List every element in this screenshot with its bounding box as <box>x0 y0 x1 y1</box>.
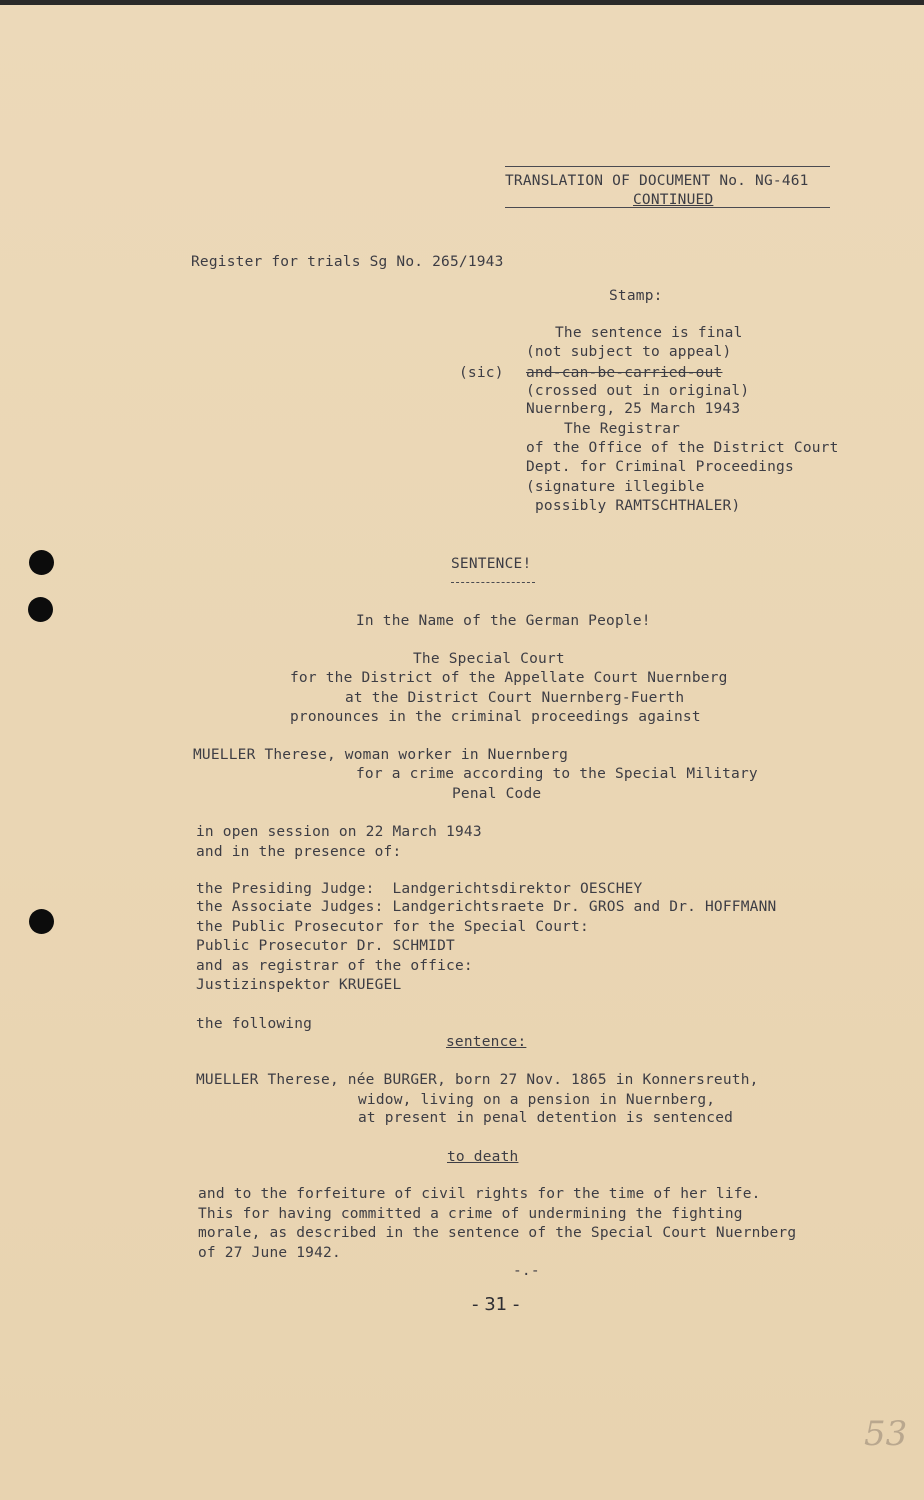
stamp-line: possibly RAMTSCHTHALER) <box>535 498 741 514</box>
closing-line: This for having committed a crime of undermining the fighting <box>198 1206 743 1222</box>
scan-edge <box>0 0 924 5</box>
sic-note: (sic) <box>459 365 504 381</box>
stamp-line: (crossed out in original) <box>526 383 750 399</box>
stamp-line: (signature illegible <box>526 479 705 495</box>
punch-hole <box>29 550 54 575</box>
verdict-line: widow, living on a pension in Nuernberg, <box>358 1092 716 1108</box>
punch-hole <box>28 597 53 622</box>
stamp-line: (not subject to appeal) <box>526 344 732 360</box>
document-header: TRANSLATION OF DOCUMENT No. NG-461 <box>505 173 809 189</box>
presence-line: the Presiding Judge: Landgerichtsdirektor OESCHEY <box>196 881 643 897</box>
stamp-line: Dept. for Criminal Proceedings <box>526 459 794 475</box>
stamp-line-crossed: and-can-be-carried-out <box>526 365 723 381</box>
presence-line: Justizinspektor KRUEGEL <box>196 977 402 993</box>
presence-line: the Associate Judges: Landgerichtsraete Dr. GROS and Dr. HOFFMANN <box>196 899 777 915</box>
header-rule-bottom <box>505 207 830 208</box>
to-death-heading: to death <box>447 1149 519 1165</box>
continuation-mark: -.- <box>513 1263 540 1279</box>
handwritten-page-number: 53 <box>864 1414 908 1454</box>
verdict-line: at present in penal detention is sentenced <box>358 1110 734 1126</box>
punch-hole <box>29 909 54 934</box>
header-rule-top <box>505 166 830 167</box>
presence-line: the Public Prosecutor for the Special Court: <box>196 919 589 935</box>
court-line: The Special Court <box>413 651 565 667</box>
session-line: in open session on 22 March 1943 <box>196 824 482 840</box>
presence-line: and as registrar of the office: <box>196 958 473 974</box>
stamp-line: of the Office of the District Court <box>526 440 839 456</box>
sentence-heading: sentence: <box>446 1034 527 1050</box>
session-line: and in the presence of: <box>196 844 402 860</box>
presence-line: Public Prosecutor Dr. SCHMIDT <box>196 938 455 954</box>
defendant-line: for a crime according to the Special Military <box>356 766 758 782</box>
stamp-line: The Registrar <box>564 421 681 437</box>
register-line: Register for trials Sg No. 265/1943 <box>191 254 504 270</box>
court-line: pronounces in the criminal proceedings against <box>290 709 701 725</box>
title-underline <box>451 582 535 583</box>
verdict-line: MUELLER Therese, née BURGER, born 27 Nov. 1865 in Konnersreuth, <box>196 1072 759 1088</box>
defendant-line: MUELLER Therese, woman worker in Nuernberg <box>193 747 569 763</box>
page-number: - 31 - <box>472 1294 520 1315</box>
stamp-line: The sentence is final <box>555 325 743 341</box>
closing-line: morale, as described in the sentence of the Special Court Nuernberg <box>198 1225 797 1241</box>
court-line: for the District of the Appellate Court Nuernberg <box>290 670 728 686</box>
document-title: SENTENCE! <box>451 556 532 572</box>
following-line: the following <box>196 1016 313 1032</box>
stamp-label: Stamp: <box>609 288 663 304</box>
document-header-continued: CONTINUED <box>633 192 714 208</box>
intro-line: In the Name of the German People! <box>356 613 651 629</box>
closing-line: of 27 June 1942. <box>198 1245 341 1261</box>
defendant-line: Penal Code <box>452 786 542 802</box>
stamp-line: Nuernberg, 25 March 1943 <box>526 401 741 417</box>
court-line: at the District Court Nuernberg-Fuerth <box>345 690 685 706</box>
closing-line: and to the forfeiture of civil rights for the time of her life. <box>198 1186 761 1202</box>
